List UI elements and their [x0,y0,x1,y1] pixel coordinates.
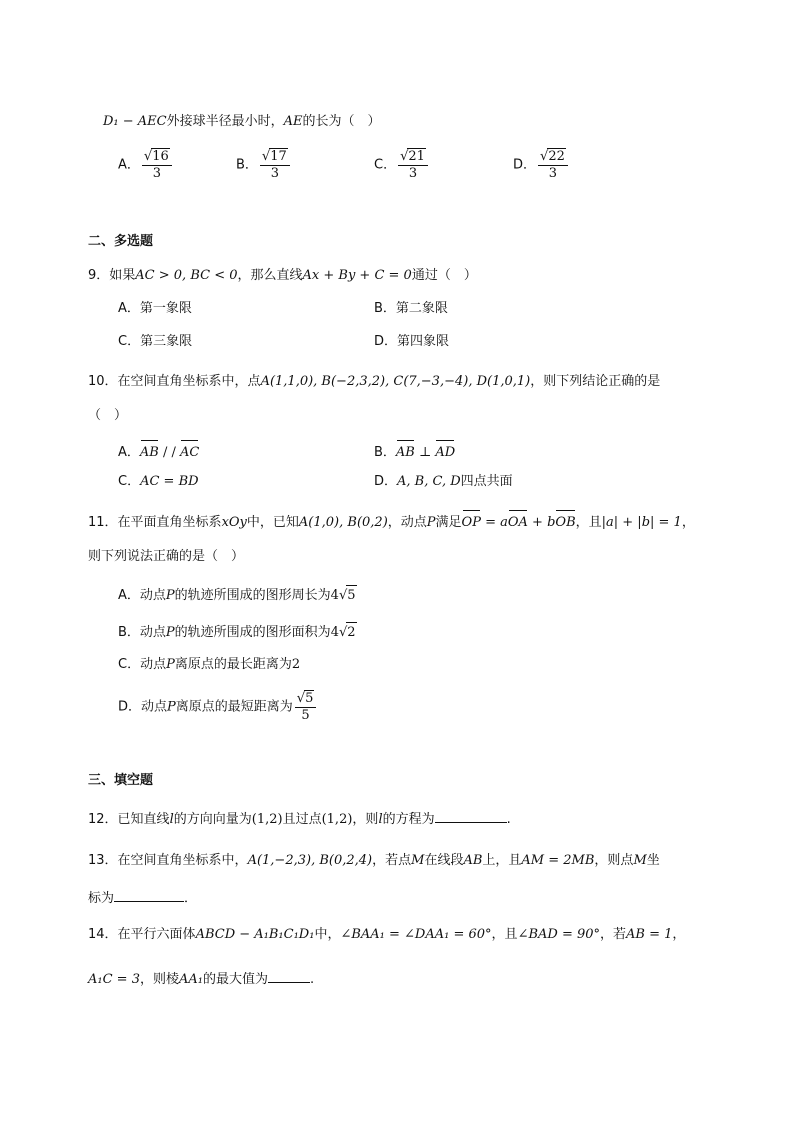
q12-stem: 12．已知直线l的方向向量为(1,2)且过点(1,2)，则l的方程为 . [88,808,511,830]
q10-stem: 10．在空间直角坐标系中，点A(1,1,0), B(−2,3,2), C(7,−3,−4), D(1,0,1)，则下列结论正确的是 [88,374,661,389]
q8-stem [103,112,381,132]
q9-option-c[interactable]: C．第三象限 [118,334,193,349]
q11-stem: 11．在平面直角坐标系xOy中，已知A(1,0), B(0,2)，动点P满足OP = aOA + bOB，且|a| + |b| = 1， [88,510,695,533]
q8-option-letter: D． [513,157,537,173]
q11-option-b[interactable]: B．动点P的轨迹所围成的图形面积为4√2 [118,622,357,643]
q8-option-letter: B． [236,157,258,173]
q9-option-d[interactable]: D．第四象限 [374,334,450,349]
q14-stem: 14．在平行六面体ABCD − A₁B₁C₁D₁中，∠BAA₁ = ∠DAA₁ = 60°，且∠BAD = 90°，若AB = 1， [88,927,686,942]
q9-option-a[interactable]: A．第一象限 [118,301,192,316]
q9-option-b[interactable]: B．第二象限 [374,301,448,316]
q10-option-c[interactable]: C．AC = BD [118,474,199,489]
q8-stem-text2: 的长为（ ） [302,114,381,129]
section-title-multiple-choice: 二、多选题 [88,234,154,249]
q14-stem-line2: A₁C = 3，则棱AA₁的最大值为 . [88,968,314,990]
q13-stem-line2: 标为 ． [88,887,197,909]
q8-option-b[interactable] [236,148,290,182]
q9-stem: 9．如果AC > 0, BC < 0，那么直线Ax + By + C = 0通过（ ） [88,268,477,283]
section-title-fill-in: 三、填空题 [88,773,154,788]
answer-blank[interactable] [435,808,507,823]
q8-option-letter: C． [374,157,397,173]
q10-option-d[interactable]: D．A, B, C, D四点共面 [374,474,513,489]
q8-option-letter: A． [118,157,140,173]
q8-option-fraction: $\frac{√16}{3}$ [142,148,172,182]
q10-option-b[interactable]: B．AB ⊥ AD [374,440,455,463]
q11-option-d[interactable]: D．动点P离原点的最短距离为 $\frac{√5}{5}$ [118,690,316,724]
q8-option-a[interactable] [118,148,172,182]
q8-option-c[interactable] [374,148,428,182]
q11-option-c[interactable]: C．动点P离原点的最长距离为2 [118,657,301,672]
q8-option-fraction: $\frac{√22}{3}$ [538,148,568,182]
answer-blank[interactable] [268,968,310,983]
q8-option-d[interactable] [513,148,568,182]
q8-stem-text: 外接球半径最小时， [166,114,284,129]
q8-stem-math: D₁ − AEC [103,114,167,129]
answer-blank[interactable] [114,887,184,902]
q10-stem-line2: （ ） [88,408,128,423]
q11-stem-line2: 则下列说法正确的是（ ） [88,549,245,564]
q10-option-a[interactable]: A．AB / / AC [118,440,199,463]
q8-option-fraction: $\frac{√17}{3}$ [260,148,290,182]
q8-option-fraction: $\frac{√21}{3}$ [398,148,428,182]
q13-stem: 13．在空间直角坐标系中，A(1,−2,3), B(0,2,4)，若点M在线段AB上，且AM = 2MB，则点M坐 [88,853,660,868]
q8-stem-math2: AE [283,114,303,129]
q11-option-a[interactable]: A．动点P的轨迹所围成的图形周长为4√5 [118,585,357,606]
